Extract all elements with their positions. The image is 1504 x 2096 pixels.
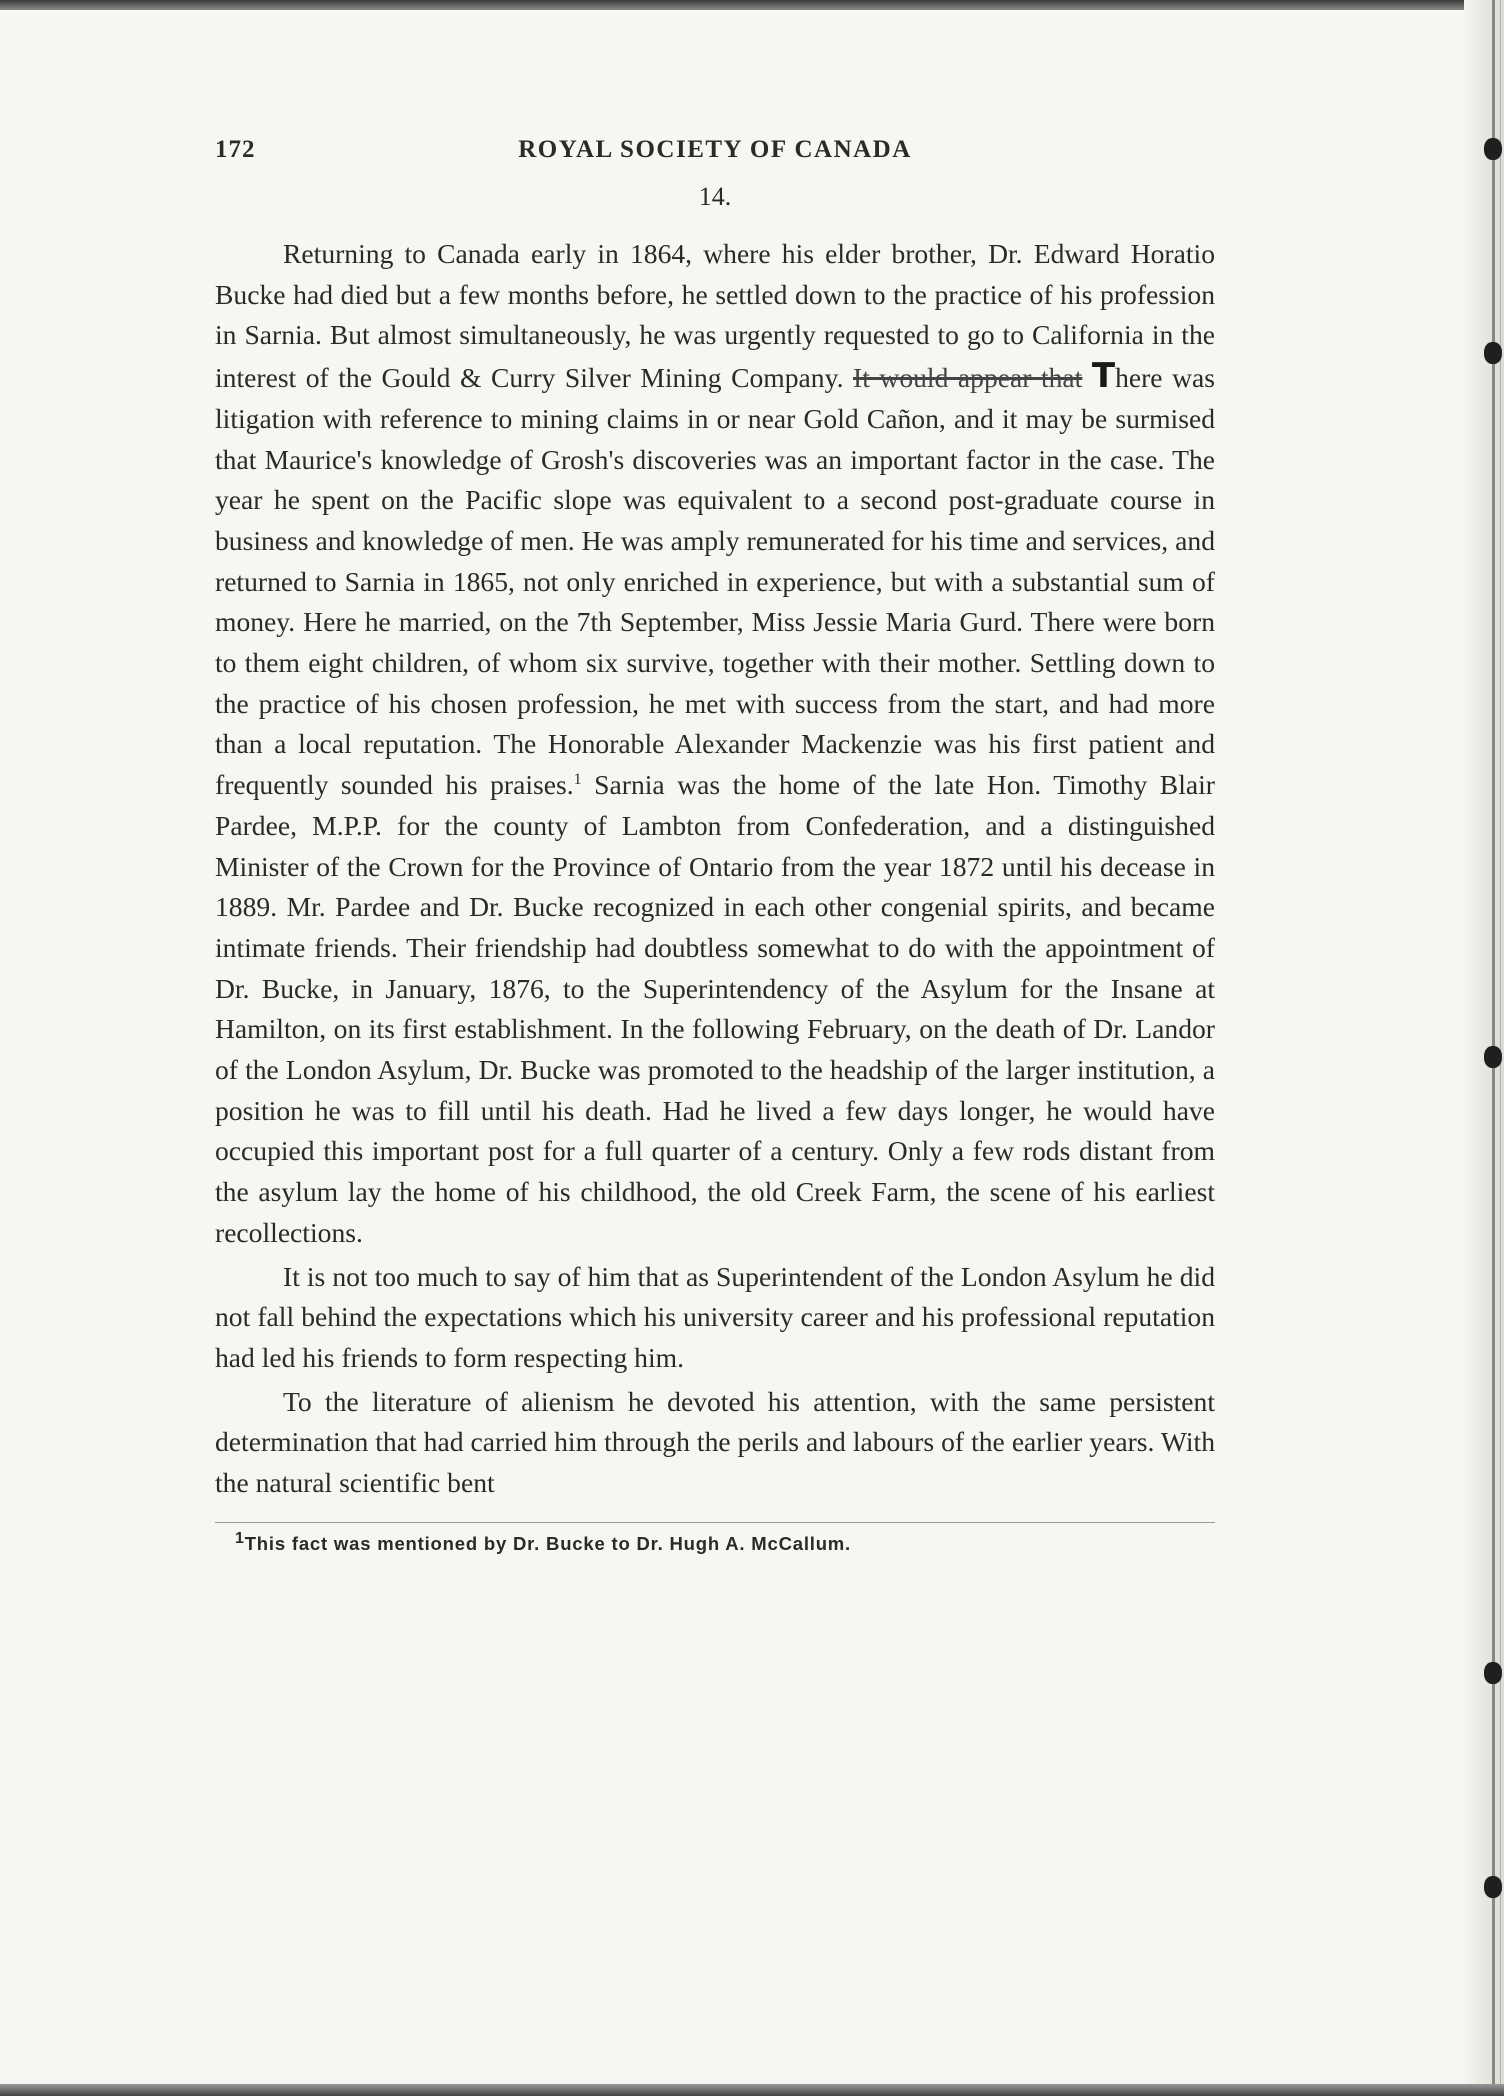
paragraph-text: Sarnia was the home of the late Hon. Timothy Blair Pardee, M.P.P. for the county of Lambton from Confederation, and a distinguished Minister of the Crown for the Province of Ontario from the year 1872 until his decease in 1889. Mr. Pardee and Dr. Bucke recognized in each other congenial spirits, and became intimate friends. Their friendship had doubtless somewhat to do with the appointment of Dr. Bucke, in January, 1876, to the Superintendency of the Asylum for the Insane at Hamilton, on its first establishment. In the following February, on the death of Dr. Landor of the London Asylum, Dr. Bucke was promoted to the headship of the larger institution, a position he was to fill until his death. Had he lived a few days longer, he would have occupied this important post for a full quarter of a century. Only a few rods distant from the asylum lay the home of his childhood, the old Creek Farm, the scene of his earliest recollections. (215, 769, 1215, 1248)
binding-line-inner (1500, 0, 1501, 2096)
footnote-marker: 1 (235, 1529, 245, 1547)
paragraph-text: here was litigation with reference to mining claims in or near Gold Cañon, and it may be surmised that Maurice's knowledge of Grosh's discoveries was an important factor in the case. The year he spent on the Pacific slope was equivalent to a second post-graduate course in business and knowledge of men. He was amply remunerated for his time and services, and returned to Sarnia in 1865, not only enriched in experience, but with a substantial sum of money. Here he married, on the 7th September, Miss Jessie Maria Gurd. There were born to them eight children, of whom six survive, together with their mother. Settling down to the practice of his chosen profession, he met with success from the start, and had more than a local reputation. The Honorable Alexander Mackenzie was his first patient and frequently sounded his praises. (215, 362, 1215, 801)
running-head: ROYAL SOCIETY OF CANADA (518, 136, 912, 163)
body-text (215, 234, 1215, 1504)
footnote-divider (215, 1522, 1215, 1523)
binding-stitch (1484, 1662, 1502, 1684)
footnote-reference: 1 (573, 770, 582, 788)
paragraph-text: Returning to Canada early in 1864, where his elder brother, Dr. Edward Horatio Bucke had died but a few months before, he settled down to the practice of his profession in Sarnia. But almost simultaneously, he was urgently requested to go to California in the interest of the Gould & Curry Silver Mining Company. (215, 238, 1215, 394)
paragraph: To the literature of alienism he devoted his attention, with the same persistent determination that had carried him through the perils and labours of the earlier years. With the natural scientific bent (215, 1385, 1215, 1499)
paragraph: It is not too much to say of him that as Superintendent of the London Asylum he did not fall behind the expectations which his university career and his professional reputation had led his friends to form respecting him. (215, 1260, 1215, 1373)
page-binding (1464, 0, 1504, 2096)
page-header (215, 128, 1215, 172)
binding-stitch (1484, 1046, 1502, 1068)
footnote (235, 1529, 1215, 1555)
binding-stitch (1484, 138, 1502, 160)
footnote-text: This fact was mentioned by Dr. Bucke to Dr. Hugh A. McCallum. (244, 1532, 851, 1554)
section-number: 14. (698, 182, 732, 211)
binding-stitch (1484, 342, 1502, 364)
struck-through-text: It would appear that (853, 362, 1083, 394)
book-page (215, 128, 1215, 1555)
scan-bottom-edge (0, 2084, 1504, 2096)
scan-top-edge (0, 0, 1504, 10)
handwritten-correction: T (1091, 356, 1116, 397)
paragraph (215, 234, 1215, 1254)
binding-stitch (1484, 1876, 1502, 1898)
page-number: 172 (215, 136, 256, 163)
